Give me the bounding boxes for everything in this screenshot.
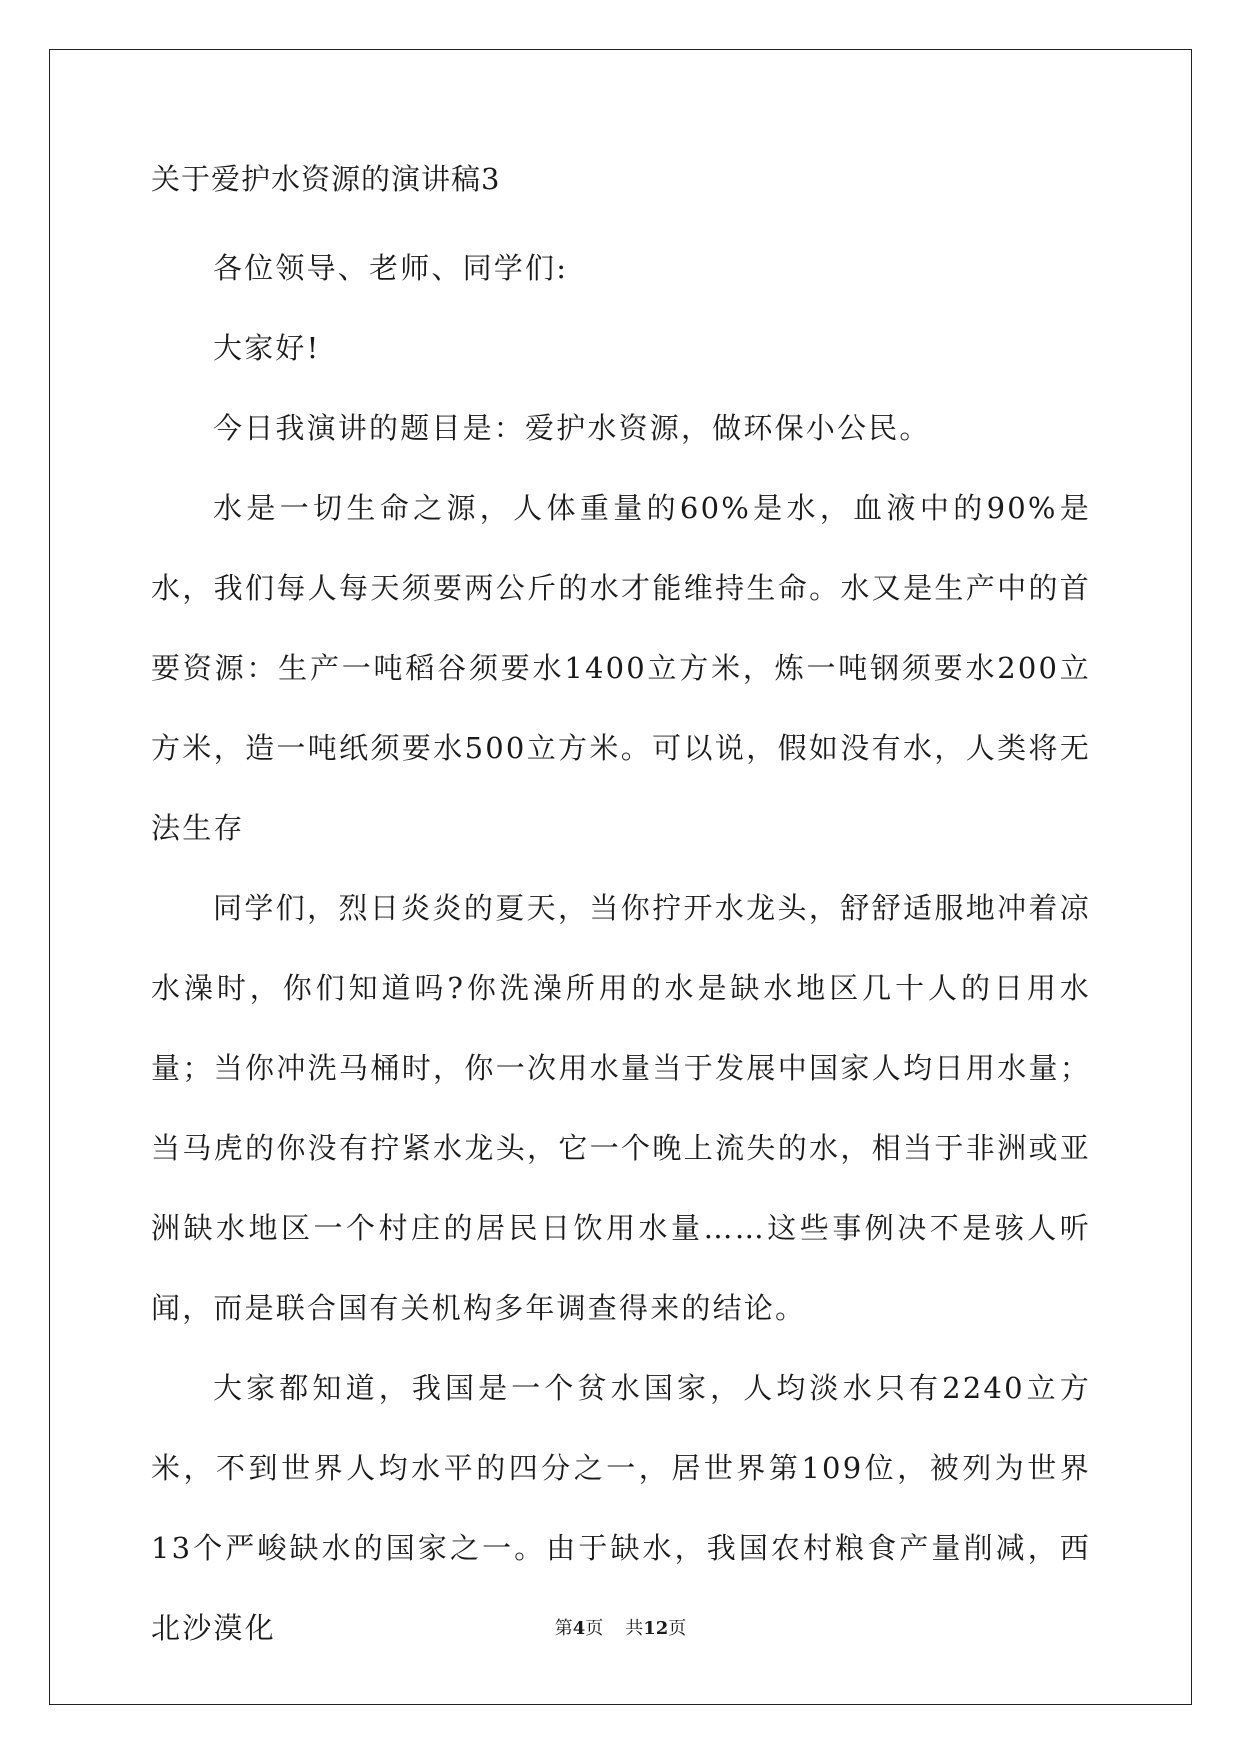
document-body: [151, 160, 1091, 1668]
paragraph-greeting: 大家好!: [213, 331, 321, 365]
page-prefix: 第: [554, 1618, 573, 1639]
paragraph-topic: 今日我演讲的题目是：爱护水资源，做环保小公民。: [213, 411, 931, 445]
total-suffix: 页: [668, 1618, 687, 1639]
total-prefix: 共: [625, 1618, 644, 1639]
paragraph-water-usage: 同学们，烈日炎炎的夏天，当你拧开水龙头，舒舒适服地冲着凉水澡时，你们知道吗?你洗澡所用的水是缺水地区几十人的日用水量；当你冲洗马桶时，你一次用水量当于发展中国家人均日用水量；当马虎的你没有拧紧水龙头，它一个晚上流失的水，相当于非洲或亚洲缺水地区一个村庄的居民日饮用水量……这些事例决不是骇人听闻，而是联合国有关机构多年调查得来的结论。: [151, 891, 1091, 1325]
paragraph-water-shortage: 大家都知道，我国是一个贫水国家，人均淡水只有2240立方米，不到世界人均水平的四分之一，居世界第109位，被列为世界13个严峻缺水的国家之一。由于缺水，我国农村粮食产量削减，西北沙漠化: [151, 1371, 1091, 1645]
paragraph-water-source: 水是一切生命之源，人体重量的60%是水，血液中的90%是水，我们每人每天须要两公斤的水才能维持生命。水又是生产中的首要资源：生产一吨稻谷须要水1400立方米，炼一吨钢须要水200立方米，造一吨纸须要水500立方米。可以说，假如没有水，人类将无法生存: [151, 491, 1091, 845]
total-page-number: 12: [643, 1618, 669, 1639]
document-title: 关于爱护水资源的演讲稿3: [151, 162, 501, 196]
page-footer: [0, 1617, 1241, 1641]
page-suffix: 页: [585, 1618, 604, 1639]
current-page-number: 4: [572, 1618, 586, 1639]
paragraph-salutation: 各位领导、老师、同学们:: [213, 251, 569, 285]
